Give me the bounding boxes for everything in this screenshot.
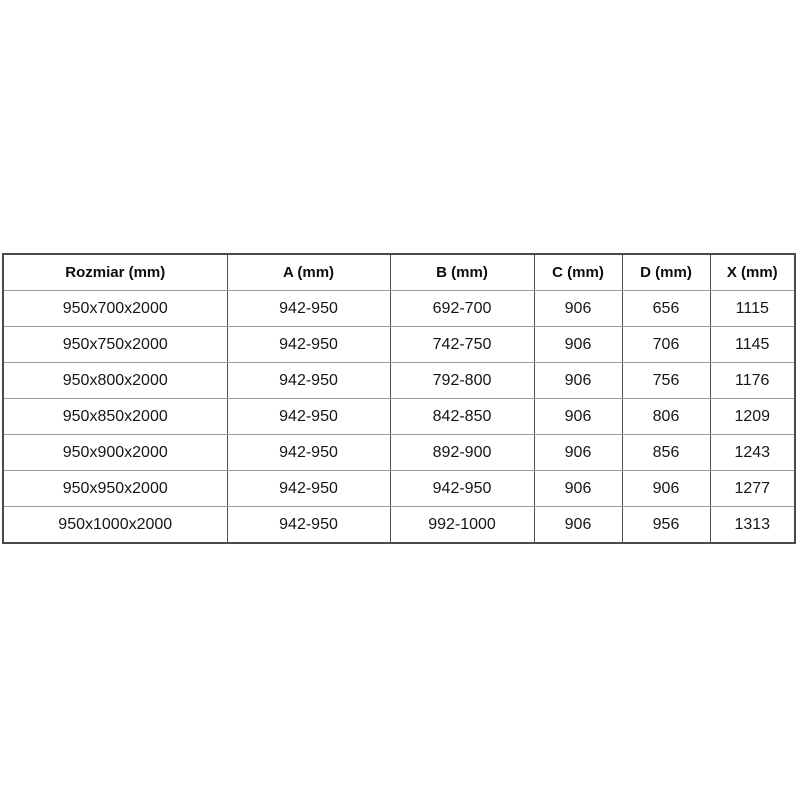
header-row	[3, 254, 795, 291]
cell-b: 992-1000	[390, 507, 534, 544]
table-row	[3, 471, 795, 507]
cell-b: 692-700	[390, 291, 534, 327]
cell-b: 792-800	[390, 363, 534, 399]
table-row	[3, 435, 795, 471]
cell-c: 906	[534, 507, 622, 544]
cell-b: 942-950	[390, 471, 534, 507]
cell-a: 942-950	[227, 399, 390, 435]
cell-c: 906	[534, 471, 622, 507]
cell-d: 906	[622, 471, 710, 507]
table-row	[3, 399, 795, 435]
cell-x: 1243	[710, 435, 795, 471]
cell-c: 906	[534, 363, 622, 399]
cell-d: 656	[622, 291, 710, 327]
cell-x: 1209	[710, 399, 795, 435]
cell-rozmiar: 950x950x2000	[3, 471, 227, 507]
table-row	[3, 327, 795, 363]
cell-d: 706	[622, 327, 710, 363]
table-row	[3, 507, 795, 544]
cell-x: 1277	[710, 471, 795, 507]
cell-d: 856	[622, 435, 710, 471]
column-header-c: C (mm)	[534, 254, 622, 291]
column-header-d: D (mm)	[622, 254, 710, 291]
cell-d: 806	[622, 399, 710, 435]
cell-b: 892-900	[390, 435, 534, 471]
cell-a: 942-950	[227, 291, 390, 327]
cell-rozmiar: 950x850x2000	[3, 399, 227, 435]
column-header-a: A (mm)	[227, 254, 390, 291]
cell-rozmiar: 950x900x2000	[3, 435, 227, 471]
cell-a: 942-950	[227, 435, 390, 471]
cell-rozmiar: 950x800x2000	[3, 363, 227, 399]
cell-b: 742-750	[390, 327, 534, 363]
cell-a: 942-950	[227, 363, 390, 399]
cell-d: 756	[622, 363, 710, 399]
cell-c: 906	[534, 291, 622, 327]
cell-a: 942-950	[227, 471, 390, 507]
cell-c: 906	[534, 327, 622, 363]
cell-c: 906	[534, 399, 622, 435]
cell-x: 1115	[710, 291, 795, 327]
cell-x: 1145	[710, 327, 795, 363]
cell-b: 842-850	[390, 399, 534, 435]
table-row	[3, 363, 795, 399]
column-header-x: X (mm)	[710, 254, 795, 291]
cell-rozmiar: 950x700x2000	[3, 291, 227, 327]
size-specification-table	[2, 253, 796, 544]
column-header-rozmiar: Rozmiar (mm)	[3, 254, 227, 291]
cell-a: 942-950	[227, 507, 390, 544]
column-header-b: B (mm)	[390, 254, 534, 291]
cell-rozmiar: 950x1000x2000	[3, 507, 227, 544]
cell-x: 1313	[710, 507, 795, 544]
cell-x: 1176	[710, 363, 795, 399]
cell-a: 942-950	[227, 327, 390, 363]
cell-c: 906	[534, 435, 622, 471]
table-row	[3, 291, 795, 327]
cell-d: 956	[622, 507, 710, 544]
cell-rozmiar: 950x750x2000	[3, 327, 227, 363]
